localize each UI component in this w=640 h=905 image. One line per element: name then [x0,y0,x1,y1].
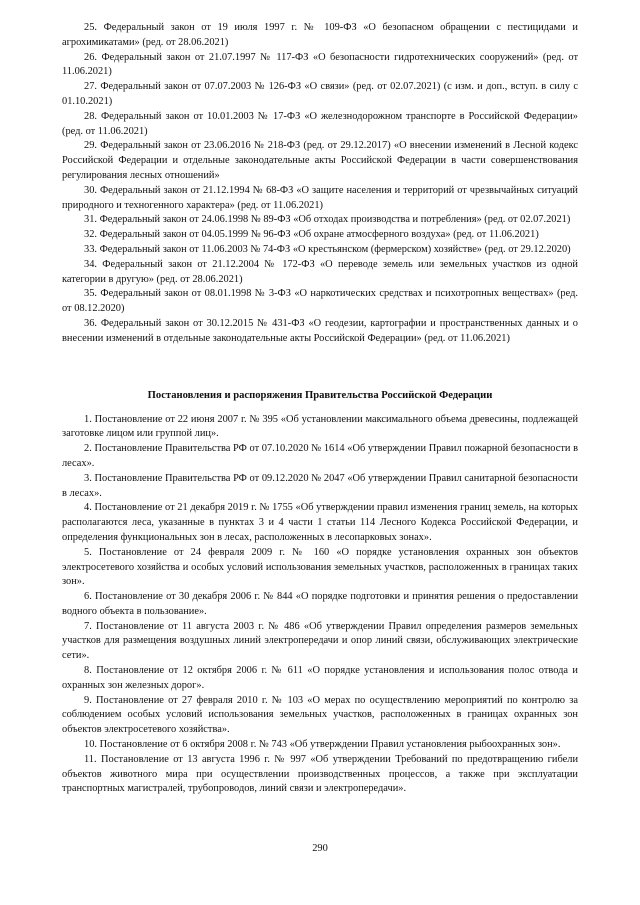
list-item: 36. Федеральный закон от 30.12.2015 № 431-ФЗ «О геодезии, картографии и пространственных данных и о внесении изменений в отдельные законодательные акты Российской Федерации» (ред. от 11.06.2021) [62,317,578,344]
list-item: 32. Федеральный закон от 04.05.1999 № 96-ФЗ «Об охране атмосферного воздуха» (ред. от 11.06.2021) [84,229,539,241]
list-item: 10. Постановление от 6 октября 2008 г. № 743 «Об утверждении Правил установления рыбоохранных зон». [84,739,561,751]
list-item: 11. Постановление от 13 августа 1996 г. № 997 «Об утверждении Требований по предотвращению гибели объектов животного мира при осуществлении производственных процессов, а также при эксплуатации транспортных магистралей, трубопроводов, линий связи и электропередачи». [62,753,578,795]
document-page [62,21,578,797]
list-item: 6. Постановление от 30 декабря 2006 г. № 844 «О порядке подготовки и принятия решения о предоставлении водного объекта в пользование». [62,591,578,617]
resolutions-list [62,413,578,798]
list-item: 34. Федеральный закон от 21.12.2004 № 172-ФЗ «О переводе земель или земельных участков из одной категории в другую» (ред. от 28.06.2021) [62,258,578,285]
section-heading: Постановления и распоряжения Правительства Российской Федерации [147,389,493,401]
list-item: 28. Федеральный закон от 10.01.2003 № 17-ФЗ «О железнодорожном транспорте в Российской Федерации» (ред. от 11.06.2021) [62,110,578,137]
list-item: 5. Постановление от 24 февраля 2009 г. № 160 «О порядке установления охранных зон объектов электросетевого хозяйства и особых условий использования земельных участков, расположенных в границах таких зон». [62,546,578,588]
page-number: 290 [312,843,328,854]
list-item: 26. Федеральный закон от 21.07.1997 № 117-ФЗ «О безопасности гидротехнических сооружений» (ред. от 11.06.2021) [62,51,578,78]
list-item: 35. Федеральный закон от 08.01.1998 № 3-ФЗ «О наркотических средствах и психотропных веществах» (ред. от 08.12.2020) [62,288,578,315]
list-item: 4. Постановление от 21 декабря 2019 г. № 1755 «Об утверждении правил изменения границ земель, на которых располагаются леса, указанные в пунктах 3 и 4 части 1 статьи 114 Лесного Кодекса Российской Федерации, и определения функциональных зон в лесах, расположенных в лесопарковых зонах». [62,502,578,543]
list-item: 31. Федеральный закон от 24.06.1998 № 89-ФЗ «Об отходах производства и потребления» (ред. от 02.07.2021) [84,214,571,226]
list-item: 1. Постановление от 22 июня 2007 г. № 395 «Об установлении максимального объема древесины, подлежащей заготовке лицом или группой лиц». [62,413,578,440]
list-item: 25. Федеральный закон от 19 июля 1997 г. № 109-ФЗ «О безопасном обращении с пестицидами и агрохимикатами» (ред. от 28.06.2021) [62,22,578,48]
list-item: 9. Постановление от 27 февраля 2010 г. № 103 «О мерах по осуществлению мероприятий по контролю за соблюдением особых условий использования земельных участков, расположенных в границах охранных зон объектов электросетевого хозяйства». [62,694,578,736]
list-item: 3. Постановление Правительства РФ от 09.12.2020 № 2047 «Об утверждении Правил санитарной безопасности в лесах». [62,472,578,499]
list-item: 27. Федеральный закон от 07.07.2003 № 126-ФЗ «О связи» (ред. от 02.07.2021) (с изм. и доп., вступ. в силу с 01.10.2021) [62,81,578,107]
list-item: 8. Постановление от 12 октября 2006 г. № 611 «О порядке установления и использования полос отвода и охранных зон железных дорог». [62,665,578,691]
list-item: 33. Федеральный закон от 11.06.2003 № 74-ФЗ «О крестьянском (фермерском) хозяйстве» (ред. от 29.12.2020) [84,243,571,255]
list-item: 30. Федеральный закон от 21.12.1994 № 68-ФЗ «О защите населения и территорий от чрезвычайных ситуаций природного и техногенного характера» (ред. от 11.06.2021) [62,184,578,211]
list-item: 2. Постановление Правительства РФ от 07.10.2020 № 1614 «Об утверждении Правил пожарной безопасности в лесах». [62,443,578,469]
list-item: 7. Постановление от 11 августа 2003 г. № 486 «Об утверждении Правил определения размеров земельных участков для размещения воздушных линий электропередачи и опор линий связи, обслуживающих электрические сети». [62,620,578,662]
list-item: 29. Федеральный закон от 23.06.2016 № 218-ФЗ (ред. от 29.12.2017) «О внесении изменений в Лесной кодекс Российской Федерации и отдельные законодательные акты Российской Федерации в части совершенствования регулирования лесных отношений» [62,140,578,181]
laws-list [62,21,578,347]
